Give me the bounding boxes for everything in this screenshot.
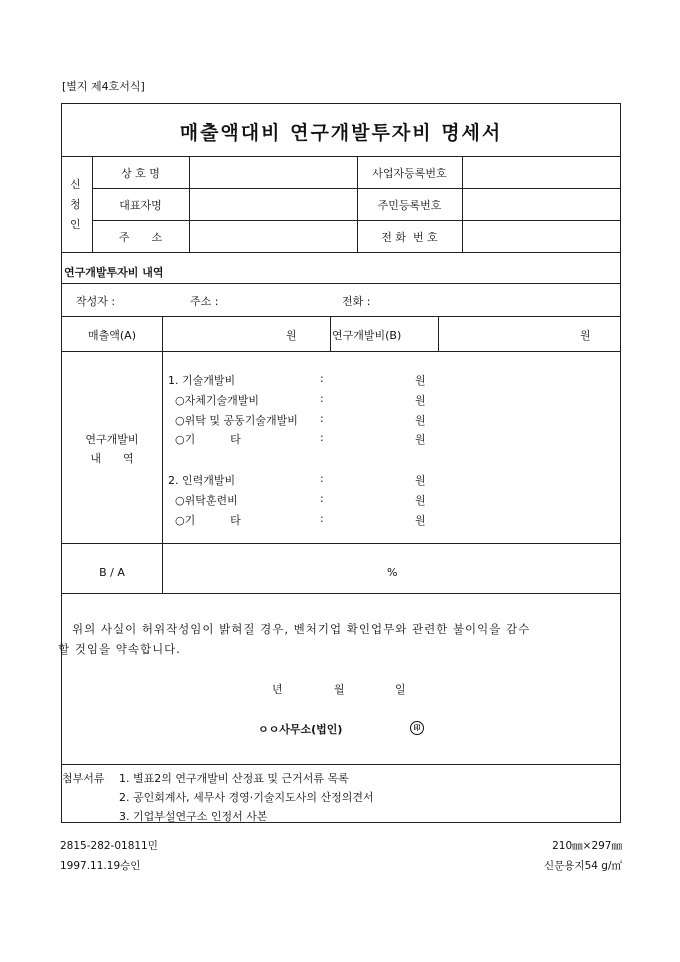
author-label: 작성자 : bbox=[76, 295, 116, 308]
detail-item-unit: 원 bbox=[415, 374, 426, 387]
section-phone-label: 전화 : bbox=[342, 295, 371, 308]
divider bbox=[92, 188, 620, 189]
detail-item-colon: : bbox=[320, 412, 324, 425]
divider bbox=[62, 283, 620, 284]
phone-label: 전 화 번 호 bbox=[381, 231, 438, 244]
section-heading: 연구개발투자비 내역 bbox=[64, 266, 164, 279]
divider bbox=[438, 316, 439, 351]
rnd-cost-label: 연구개발비(B) bbox=[332, 329, 402, 342]
applicant-label-char: 청 bbox=[70, 198, 81, 211]
detail-item-colon: : bbox=[320, 372, 324, 385]
detail-label: 내 역 bbox=[90, 452, 134, 465]
attachment-item: 1. 별표2의 연구개발비 산정표 및 근거서류 목록 bbox=[119, 772, 349, 785]
detail-item-colon: : bbox=[320, 512, 324, 525]
detail-item-label: ○자체기술개발비 bbox=[168, 394, 259, 407]
divider bbox=[62, 351, 620, 352]
detail-item-colon: : bbox=[320, 492, 324, 505]
divider bbox=[62, 764, 620, 765]
sales-unit: 원 bbox=[286, 329, 297, 342]
detail-item-label: ○기 타 bbox=[168, 433, 241, 446]
detail-item-label: ○기 타 bbox=[168, 514, 241, 527]
pledge-line-2: 할 것임을 약속합니다. bbox=[58, 642, 181, 656]
pledge-line-1: 위의 사실이 허위작성임이 밝혀질 경우, 벤처기업 확인업무와 관련한 불이익을 감수 bbox=[72, 622, 531, 636]
detail-item-unit: 원 bbox=[415, 394, 426, 407]
divider bbox=[92, 220, 620, 221]
applicant-label-char: 인 bbox=[70, 218, 81, 231]
form-number-label: [별지 제4호서식] bbox=[62, 80, 145, 93]
form-frame bbox=[58, 103, 621, 823]
detail-label: 연구개발비 bbox=[85, 433, 139, 446]
divider bbox=[330, 316, 331, 351]
detail-item-colon: : bbox=[320, 431, 324, 444]
page-title: 매출액대비 연구개발투자비 명세서 bbox=[179, 122, 503, 144]
business-reg-label: 사업자등록번호 bbox=[372, 167, 447, 180]
rnd-cost-unit: 원 bbox=[580, 329, 591, 342]
sales-label: 매출액(A) bbox=[88, 329, 136, 342]
detail-item-unit: 원 bbox=[415, 433, 426, 446]
year-label: 년 bbox=[272, 683, 283, 696]
attachment-item: 3. 기업부설연구소 인정서 사본 bbox=[119, 810, 268, 823]
detail-item-colon: : bbox=[320, 392, 324, 405]
ratio-label: B / A bbox=[99, 566, 125, 579]
divider bbox=[62, 593, 620, 594]
divider bbox=[62, 156, 620, 157]
divider bbox=[162, 543, 163, 593]
section-address-label: 주소 : bbox=[190, 295, 219, 308]
office-name: ㅇㅇ사무소(법인) bbox=[258, 723, 343, 736]
detail-item-unit: 원 bbox=[415, 414, 426, 427]
approval-date: 1997.11.19승인 bbox=[60, 860, 141, 872]
paper-size: 210㎜×297㎜ bbox=[552, 840, 622, 852]
form-code: 2815-282-01811민 bbox=[60, 840, 158, 852]
detail-item-label: ○위탁 및 공동기술개발비 bbox=[168, 414, 298, 427]
detail-item-unit: 원 bbox=[415, 474, 426, 487]
attachments-label: 첨부서류 bbox=[62, 772, 105, 785]
resident-reg-label: 주민등록번호 bbox=[377, 199, 442, 212]
detail-item-label: 1. 기술개발비 bbox=[168, 374, 236, 387]
trade-name-label: 상 호 명 bbox=[121, 167, 160, 180]
divider bbox=[189, 156, 190, 252]
divider bbox=[62, 543, 620, 544]
divider bbox=[62, 316, 620, 317]
paper-type: 신문용지54 g/㎡ bbox=[544, 860, 622, 872]
divider bbox=[62, 252, 620, 253]
representative-label: 대표자명 bbox=[119, 199, 162, 212]
detail-item-colon: : bbox=[320, 472, 324, 485]
detail-item-unit: 원 bbox=[415, 494, 426, 507]
detail-item-label: ○위탁훈련비 bbox=[168, 494, 238, 507]
attachment-item: 2. 공인회계사, 세무사 경영·기술지도사의 산정의견서 bbox=[119, 791, 374, 804]
day-label: 일 bbox=[395, 683, 406, 696]
detail-item-label: 2. 인력개발비 bbox=[168, 474, 236, 487]
address-label: 주 소 bbox=[118, 231, 163, 244]
divider bbox=[462, 156, 463, 252]
month-label: 월 bbox=[334, 683, 345, 696]
detail-item-unit: 원 bbox=[415, 514, 426, 527]
seal-mark: 印 bbox=[410, 721, 424, 735]
applicant-label-char: 신 bbox=[70, 178, 81, 191]
ratio-percent: % bbox=[387, 566, 398, 579]
